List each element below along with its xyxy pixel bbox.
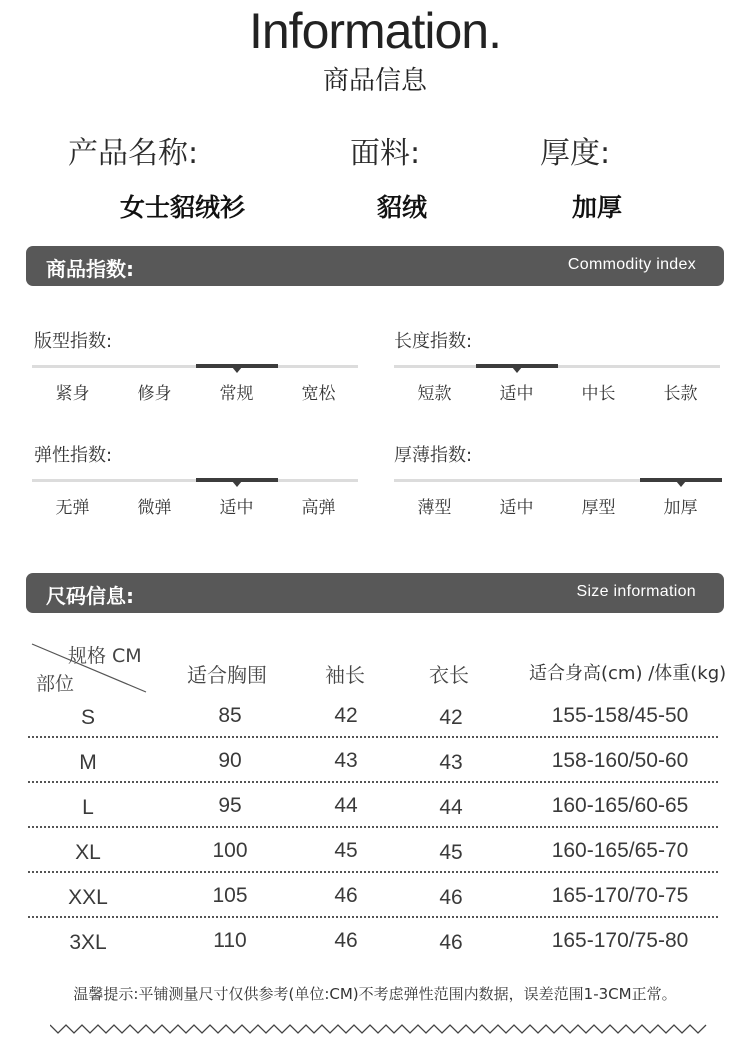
commodity-index-bar	[26, 246, 724, 286]
cell-size: 3XL	[69, 931, 107, 954]
cell-fit: 160-165/60-65	[551, 794, 689, 817]
cell-length: 43	[439, 751, 463, 774]
scale-option: 长款	[663, 384, 698, 404]
scale-option: 紧身	[55, 384, 90, 404]
cell-sleeve: 46	[334, 929, 358, 952]
table-corner-spec: 规格 CM	[68, 645, 142, 667]
attr-label-fabric: 面料:	[350, 136, 421, 171]
row-divider	[28, 916, 718, 918]
length-index-scale	[394, 365, 720, 415]
cell-length: 44	[439, 796, 463, 819]
row-divider	[28, 781, 718, 783]
fit-index-scale	[32, 365, 358, 415]
header-height-weight: 适合身高(cm) /体重(kg)	[529, 663, 727, 684]
attr-value-product-name: 女士貂绒衫	[120, 193, 246, 222]
scale-option: 高弹	[301, 498, 336, 518]
cell-bust: 105	[212, 884, 248, 907]
cell-fit: 165-170/70-75	[551, 884, 689, 907]
commodity-index-title-en: Commodity index	[567, 256, 696, 273]
cell-bust: 95	[218, 794, 242, 817]
marker-pointer-icon	[232, 481, 242, 487]
cell-bust: 85	[218, 704, 242, 727]
zigzag-divider	[50, 1022, 710, 1036]
attr-label-product-name: 产品名称:	[68, 136, 199, 171]
scale-option: 厚型	[581, 498, 616, 518]
measurement-note: 温馨提示:平铺测量尺寸仅供参考(单位:CM)不考虑弹性范围内数据，误差范围1-3CM正常。	[73, 985, 677, 1003]
title-chinese: 商品信息	[322, 66, 427, 96]
size-info-bar	[26, 573, 724, 613]
cell-length: 46	[439, 931, 463, 954]
cell-sleeve: 44	[334, 794, 358, 817]
scale-option: 加厚	[663, 498, 698, 518]
scale-selected-marker	[640, 478, 722, 482]
title-english: Information.	[248, 3, 501, 59]
cell-fit: 158-160/50-60	[551, 749, 689, 772]
cell-length: 46	[439, 886, 463, 909]
table-corner-part: 部位	[36, 673, 75, 695]
scale-option: 适中	[219, 498, 254, 518]
cell-sleeve: 45	[334, 839, 358, 862]
cell-bust: 100	[212, 839, 248, 862]
elasticity-index-scale	[32, 479, 358, 529]
scale-track	[32, 365, 358, 368]
attr-value-fabric: 貂绒	[377, 193, 428, 222]
cell-fit: 160-165/65-70	[551, 839, 689, 862]
scale-option: 适中	[499, 498, 534, 518]
scale-selected-marker	[196, 478, 278, 482]
scale-track	[32, 479, 358, 482]
cell-sleeve: 46	[334, 884, 358, 907]
header-bust: 适合胸围	[187, 663, 267, 687]
scale-option: 修身	[137, 384, 172, 404]
commodity-index-title: 商品指数:	[46, 257, 134, 281]
cell-bust: 110	[213, 929, 247, 952]
scale-option: 微弹	[137, 498, 172, 518]
cell-length: 45	[439, 841, 463, 864]
cell-size: S	[80, 706, 95, 729]
header-length: 衣长	[429, 663, 469, 687]
thickness-index-scale	[394, 479, 720, 529]
thickness-index-label: 厚薄指数:	[394, 445, 473, 466]
scale-option: 宽松	[301, 384, 336, 404]
cell-sleeve: 43	[334, 749, 358, 772]
scale-selected-marker	[196, 364, 278, 368]
scale-option: 短款	[417, 384, 452, 404]
size-info-title-en: Size information	[576, 583, 696, 600]
size-info-title: 尺码信息:	[46, 584, 134, 608]
scale-selected-marker	[476, 364, 558, 368]
fit-index-label: 版型指数:	[34, 331, 113, 352]
elasticity-index-label: 弹性指数:	[34, 445, 113, 466]
cell-size: L	[82, 796, 94, 819]
cell-fit: 155-158/45-50	[551, 704, 689, 727]
marker-pointer-icon	[676, 481, 686, 487]
length-index-label: 长度指数:	[394, 331, 473, 352]
cell-sleeve: 42	[334, 704, 358, 727]
marker-pointer-icon	[512, 367, 522, 373]
cell-size: XL	[75, 841, 101, 864]
row-divider	[28, 826, 718, 828]
row-divider	[28, 736, 718, 738]
marker-pointer-icon	[232, 367, 242, 373]
cell-bust: 90	[218, 749, 242, 772]
cell-size: M	[79, 751, 97, 774]
cell-size: XXL	[68, 886, 108, 909]
attr-label-thickness: 厚度:	[540, 136, 611, 171]
scale-option: 常规	[219, 384, 254, 404]
attr-value-thickness: 加厚	[572, 193, 623, 222]
row-divider	[28, 871, 718, 873]
scale-option: 适中	[499, 384, 534, 404]
scale-option: 薄型	[417, 498, 452, 518]
header-sleeve: 袖长	[325, 663, 365, 687]
scale-option: 中长	[581, 384, 616, 404]
cell-fit: 165-170/75-80	[551, 929, 689, 952]
cell-length: 42	[439, 706, 463, 729]
scale-option: 无弹	[55, 498, 90, 518]
